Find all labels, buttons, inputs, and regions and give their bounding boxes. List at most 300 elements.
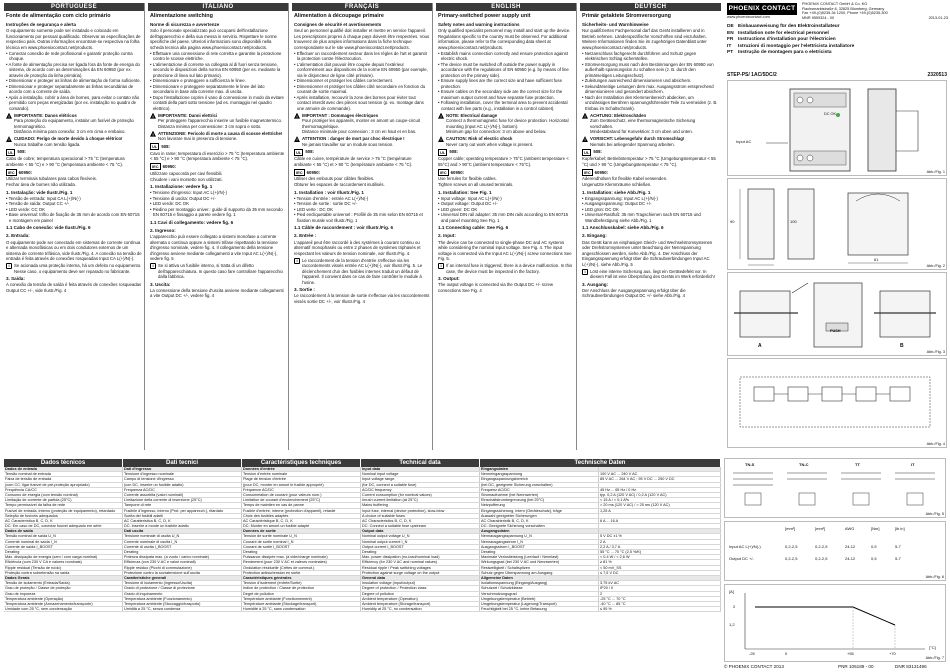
table-cell: Umidità a 25 °C, senza condensa [123,607,242,611]
list-item: • Tension d'entrée : entrée AC L(+)/N(-) [294,196,430,202]
table-cell: Temperatura ambiente (Armazenamento/transporte) [4,602,123,606]
table-cell: Current consumption (for nominal values) [361,493,480,497]
table-cell: Degree of protection / Protection class [361,586,480,590]
caution-label: CUIDADO: Perigo de morte devido à choque elétrico! [14,136,123,142]
safety-list [582,51,719,112]
fig6-col: AWG [845,526,855,531]
input-text: L'appareil peut être raccordé à des systèmes à courant continu ou alternatif monophasés ou entre 2 phases de systèmes triphasés et respectant les valeurs de tension nominale, voir Illustr./Fig. 4. [294,239,421,256]
danger-label: NOTE: Electrical damage [446,112,498,118]
list-item: • Effettuare una connessione di rete corretta e garantire la protezione contro le scosse elettriche. [150,51,286,62]
table-cell: Máx. dissipação de energia (sem / com carga nominal) [4,555,123,559]
fig6-col: [mm²] [815,526,826,531]
danger-label: ACHTUNG: Elektroschäden [590,112,647,118]
install-title: 1. Installation: See Fig. 1 [438,189,492,195]
caution-text: Nunca trabalhe com tensão ligada. [14,141,81,147]
input-text: The device can be connected to single-phase DC and AC systems while considering the nominal input voltage. See Fig. 4. The input voltage is connected via the Input AC L(+)/N(-) screw connections See Fig. 5. [438,239,572,261]
table-cell: Max. power dissipation (no-load/nominal load) [361,555,480,559]
title-code: PT [727,50,734,56]
fig6-cell: 0,5 [871,544,877,549]
table-cell: A choice of suitable fuses [361,514,480,518]
list-item: • Ausgangsspannung: Output DC +/- [582,201,719,207]
table-cell: Limitação de corrente de partida (25°C) [4,498,123,502]
table-cell: Protezione contro la sovratensione sull'uscita [123,571,242,575]
output-text: Der Anschluss der Ausgangsspannung erfolgt über die Schraubverbindungen Output DC +/- siehe Abb./Fig. 4 [582,287,686,299]
fig6-col: [mm²] [785,526,796,531]
list-item: • Stromversorgung muss nach den Bestimmungen der EN 60950 von außerhalb spannungslos zu schalten sein (z. B. durch den primärseitigen Leitungsschutz). [582,62,719,79]
table-cell: Ambient temperature (Storage/transport) [361,602,480,606]
title-code: EN [727,30,734,36]
table-header-it: Dati tecnici [123,459,242,467]
list-item: • L'alimentation doit pouvoir être coupée depuis l'extérieur conformément aux dispositions de la norme EN 60950 (par exemple, via le disjoncteur de ligne côté primaire). [294,62,430,79]
table-cell: Courant de sortie I_BOOST [242,545,361,549]
info-note [582,269,719,280]
list-item: • Piedino per montaggio univer.: guide di supporto da 35 mm secondo EN 60715 e fissaggio a parete vedere fig. 1 [150,207,286,218]
cert-text: Kupferkabel; Betriebstemperatur > 75 °C (Umgebungstemperatur < 55 °C) und > 90 °C (Umgebungstemperatur < 75 °C). [582,156,716,167]
table-cell: Dados de saída [4,529,123,533]
list-item: • Tensão de entrada: Input CA L(+)/N(-) [6,196,142,202]
table-cell: Tampone di rete [123,503,242,507]
list-item: • Após a instalação, cobrir a área de bornes, para evitar o contato não permitido com peças energizadas (por ex. instalação no quadro de comando). [6,95,142,112]
network-types-drawing [725,459,946,518]
table-header-de: Technische Daten [480,459,721,467]
input-title: 2. Entrée : [294,233,317,239]
table-cell: Derating [361,550,480,554]
list-item: • Tensão de saída: Output CC +/- [6,201,142,207]
input-title: 2. Input: [438,233,456,239]
table-value: 55 °C ... 70 °C (2,5 %/K) [599,550,721,554]
table-body [4,467,721,612]
install-title: 1. Installation: siehe Abb./Fig. 1 [582,189,651,195]
cert-text: Utiliser des embouts pour câbles flexibles. [294,176,375,182]
figure-2-label: Abb./Fig. 2 [926,264,945,269]
list-item: • Output voltage: Output DC +/- [438,201,574,207]
danger-label: IMPORTANTE: Danos elétricos [14,112,77,118]
footer-dnr: DNR 83131496 [895,664,927,669]
fig7-xtick: +70 [889,651,896,656]
table-cell: Grau de proteção / Classe de proteção [4,586,123,590]
table-cell: Seleção de fusíveis adequados [4,514,123,518]
table-value: < 50 mV_SS [599,566,721,570]
table-cell: Corrente de saída I_BOOST [4,545,123,549]
fig6-cell: 0,2-2,5 [785,544,798,549]
phoenix-contact-logo: PHOENIX CONTACT [727,3,797,15]
table-value: 6 A ... 16 A [599,519,721,523]
table-value: -25 °C ... 70 °C [599,597,721,601]
table-cell: General data [361,576,480,580]
table-cell: Degree of pollution [361,592,480,596]
output-text: A conexão da tensão de saída é feita através de conexões rosqueadas Output CC +/-, vide Ilustr./Fig. 4 [6,282,142,293]
connection-title: 1.1 Cavi di collegamento: vedere fig. 6 [150,219,234,225]
table-cell: Input fuse, internal (device protection), slow-blow [361,509,480,513]
table-cell: Tension de sortie nominale U_N [242,534,361,538]
table-cell: (com CC, ligar fusível de pré-proteção apropriado) [4,483,123,487]
language-header: ENGLISH [436,3,576,11]
label-a: A [758,343,762,349]
list-item: • Eingangsspannung: Input AC L(+)/N(-) [582,196,719,202]
info-icon: i [294,258,300,264]
table-cell: Humidity at 25 °C, no condensation [361,607,480,611]
ul-cert [150,143,286,150]
title-text: Instructions d'installation pour l'électricien [738,37,836,43]
derating-curve [725,585,946,662]
table-cell: Dati d'ingresso [123,467,242,471]
cert-code: 60950: [162,164,177,170]
table-cell: Dados de entrada [4,467,123,471]
table-cell: Umgebungstemperatur (Lagerung/Transport) [480,602,599,606]
warning-icon: ! [438,136,444,142]
list-item: • Dimensionar e proteger separadamente as linhas secundárias de acordo com a corrente de saída. [6,84,142,95]
table-value: > 20 ms (120 V AC) / > 25 ms (120 V AC) [599,503,721,507]
safety-list [294,51,430,112]
safety-intro: Nur qualifiziertes Fachpersonal darf das Gerät installieren und in Betrieb nehmen. Länderspezifische Vorschriften sind einzuhalten. Weitere Informationen finden Sie im zugehörigen Datenblatt unter www.phoenixcontact.net/products. [582,28,707,50]
table-cell: Nominal output current I_N [361,540,480,544]
table-cell: Corrente nominale di uscita I_N [123,540,242,544]
table-cell: Campo di tensione d'ingresso [123,477,242,481]
table-cell: AC/DC frequency [361,488,480,492]
output-text: Le raccordement à la tension de sortie s'effectue via les raccordements vissés sortie DC +/-, voir Illustr./Fig. 4 [294,293,430,304]
caution-note [150,131,286,142]
list-item: • LED grün: DC OK [582,207,719,213]
figure-3-label: Abb./Fig. 3 [926,350,945,355]
dimension-drawing [728,179,947,270]
table-cell: Fusible d'entrée, interne (protection d'appareil), retardé [242,509,361,513]
iec-logo-icon: IEC [296,169,303,175]
info-icon: i [6,263,12,269]
table-cell: Eingangsspannungsbereich [480,477,599,481]
table-header-pt: Dados técnicos [4,459,123,467]
iec-cert [150,163,286,170]
table-cell: Degré de pollution [242,592,361,596]
fig7-xtick: 0 [785,651,788,656]
dim-90: 90 [730,219,735,224]
table-cell: Tensão nominal de entrada [4,472,123,476]
warning-icon: ! [438,113,444,119]
caution-text: Never carry out work when voltage is present. [446,141,534,147]
table-cell: Limitation de courant d'enclenchement (25°C) [242,498,361,502]
table-header-fr: Caractéristiques techniques [242,459,361,467]
table-value: ≤ 7,5 V DC [599,571,721,575]
table-value: 2,2 A / 3,7 A [599,545,721,549]
safety-intro: Seul un personnel qualifié doit installer et mettre en service l'appareil. Les prescriptions propres à chaque pays doivent être respectées. Vous trouverez de plus amples informations dans la fiche technique correspondante sur le site www.phoenixcontact.net/products. [294,28,430,50]
safety-intro: Only qualified specialist personnel may install and start up the device. Regulations specific to the country must be observed. For additional information, please refer to the corresponding data sheet at www.phoenixcontact.net/products. [438,28,571,50]
table-header-row [4,459,721,467]
close-text: Fechar área de bornes não utilizada. [6,182,76,188]
table-cell: Tension d'entrée nominale [242,472,361,476]
cert-code: 60950: [594,169,609,175]
column-title: Primär getaktete Stromversorgung [582,13,671,19]
company-line: PHOENIX CONTACT GmbH & Co. KG [802,2,868,6]
table-cell: Stromaufnahme (bei Nennwerten) [480,493,599,497]
title-row [727,24,947,30]
fig7-xtick: +55 [847,651,854,656]
table-cell: Nominal output voltage U_N [361,534,480,538]
table-cell: Données d'entrée [242,467,361,471]
column-it [148,3,289,450]
table-cell: DC: Monter en amont un fusible adapté [242,524,361,528]
table-cell: Eficiência (com 230 V CA e valores nominais) [4,560,123,564]
table-cell: Feuchtigkeit bei 25 °C, keine Betauung [480,607,599,611]
figure-7 [724,584,946,662]
table-cell: Puissance dissipée max. (à vide/charge nominale) [242,555,361,559]
cert-code: 508: [449,149,458,155]
table-cell: Corrente assorbita (valori nominali) [123,493,242,497]
list-item: • L'alimentazione di corrente va collegata al di fuori senza tensione, secondo le disposizioni della norma EN 60950 (per es. mediante la protezione di linea sul lato primario). [150,62,286,79]
table-cell: Ripple residual (Tensão de ruído) [4,566,123,570]
table-cell: (for DC, connect a suitable fuse) [361,483,480,487]
column-title: Primary-switched power supply unit [438,13,531,19]
table-cell: Limitazione della corrente di inserzione (25°C) [123,498,242,502]
column-title: Alimentazione switching [150,13,213,19]
list-item: • Tensione di uscita: Output DC +/- [150,196,286,202]
list-item: • Universal-Rastfuß: 35 mm Tragschienen nach EN 60715 und Wandbefestigung siehe Abb./Fig. 1 [582,212,719,223]
cert-code: 508: [17,149,26,155]
cert-text: Copper cable; operating temperature > 75°C (ambient temperature < 55°C) and > 90°C (ambient temperature < 75°C). [438,156,569,167]
table-cell: Wirkungsgrad (bei 230 V AC und Nennwerten) [480,560,599,564]
info-note [294,258,430,286]
install-list [294,196,430,224]
connection-title: 1.1 Anschlusskabel: siehe Abb./Fig. 6 [582,225,664,231]
list-item: • LED verde: CC OK [6,207,142,213]
table-cell: Rendement (pour 230 V AC et valeurs nominales) [242,560,361,564]
table-cell: Maximale Verlustleistung (Leerlauf / Nennlast) [480,555,599,559]
caution-label: VORSICHT: Lebensgefahr durch Stromschlag! [590,136,685,142]
title-row [727,50,947,56]
table-cell: Residual ripple / Peak switching voltages [361,566,480,570]
dim-61: 61 [874,257,879,262]
footer-pnr: PNR 105189 - 00 [838,664,874,669]
list-item: • Ensure cables on the secondary side are the correct size for the maximum output current and have separate fuse protection. [438,89,574,100]
info-note [438,263,574,274]
warning-icon: ! [294,113,300,119]
list-item: • LED verde: DC OK [150,201,286,207]
fig6-row [729,544,915,549]
table-cell: Corrente nominal de saída I_N [4,540,123,544]
table-cell: Caractéristiques générales [242,576,361,580]
info-icon: i [150,263,156,269]
fig6-cell: 0,5 [871,556,877,561]
caution-text: Niemals bei anliegender Spannung arbeiten. [590,141,675,147]
table-cell: Ripple residuo (Picchi di commutazione) [123,566,242,570]
caution-note [294,136,430,147]
table-value: ≥ 81 % [599,560,721,564]
table-cell: AC Caractéristique B, C, D, K [242,519,361,523]
table-cell: Derating [242,550,361,554]
table-value: 100 V AC ... 240 V AC [599,472,721,476]
title-text: Istruzioni di montaggio per l'elettricista installatore [738,43,855,49]
input-note: Löst eine interne Sicherung aus, liegt ein Gerätedefekt vor. In diesem Fall ist eine Überprüfung des Geräts im Werk erforderlich! [590,268,715,279]
danger-text: Connect a thermomagnetic fuse for device protection. Horizontal mounting (input AC L(+)/N(-), bottom). [446,118,569,129]
danger-note [294,113,430,135]
danger-label: IMPORTANTE: Danni elettrici [158,112,218,118]
column-de [580,3,721,450]
figure-5-label: Abb./Fig. 5 [925,512,944,517]
iec-cert [438,169,574,176]
company-line: Fax +49-(0)5235-34 1200, Phone +49-(0)5235-300 [802,11,888,16]
table-cell: Tempo permissível da falha de rede [4,503,123,507]
fig1-dcok-label: DC OK [824,112,837,116]
table-cell: Temperatura ambiente (Operação) [4,597,123,601]
danger-text: Para proteção do equipamento, instalar um fusível de proteção termomagnético. [14,118,134,129]
list-item: • Dimensionar e proteger as linhas de alimentação de forma suficiente. [6,78,142,84]
table-value: 45 Hz ... 65 Hz / 0 Hz [599,488,721,492]
table-value: IP20 / II [599,586,721,590]
list-item: • Base universal: trilho de fixação de 35 mm de acordo com EN 60715 e montagem em painel [6,212,142,223]
caution-note [582,136,719,147]
output-title: 3. Saída: [6,276,25,281]
column-body [292,11,432,306]
cert-text: Utilizar terminais tubulares para cabos flexíveis. [6,176,97,182]
table-header-en: Technical data [361,459,480,467]
input-note: Se acionada uma proteção interna, há um defeito no equipamento. Nesse caso, o equipamento deve ser reparado no fabricante. [14,263,142,274]
table-value: 2 [599,592,721,596]
figure-4 [727,358,947,448]
table-value: ≤ 95 % [599,607,721,611]
danger-extra: Distanza minima per connessione: 3 cm sopra e sotto. [158,123,262,129]
danger-extra: Mindestabstand für Konvektion: 3 cm oben und unten. [590,129,693,135]
connection-title: 1.1 Connecting cable: See Fig. 6 [438,225,509,231]
fig7-xtick: -25 [749,651,755,656]
cert-code: 60950: [306,169,321,175]
cert-code: 508: [593,149,602,155]
net-tnc: TN-C [799,462,809,467]
danger-note [438,113,574,135]
table-cell: Efficiency (for 230 V AC and nominal values) [361,560,480,564]
block-diagram [728,359,947,448]
list-item: • Zuleitungen ausreichend dimensionieren und absichern. [582,78,719,84]
table-cell: Tensione nominale di uscita U_N [123,534,242,538]
ul-logo-icon: UL [584,149,590,155]
table-cell: Courant de sortie nominal I_N [242,540,361,544]
install-list [150,190,286,218]
ul-logo-icon: UL [440,149,446,155]
list-item: • Establish mains connection correctly and ensure protection against electric shock. [438,51,574,62]
table-cell: Frequência CA/CC [4,488,123,492]
language-header: PORTUGUESE [4,3,144,11]
list-item: • Ensure supply lines are the correct size and have sufficient fuse protection. [438,78,574,89]
fig6-cell: 0,2-2,5 [785,556,798,561]
install-title: 1. Installazione: vedere fig. 1 [150,184,213,190]
table-cell: Output current I_BOOST [361,545,480,549]
figure-3 [727,272,947,356]
product-number: 2320513 [927,72,947,78]
title-text: Instrução de montagem para o eletricista [738,50,832,56]
table-cell: Umidade com 25 °C, sem condensação [4,607,123,611]
net-tt: TT [855,462,860,467]
warning-icon: ! [582,136,588,142]
table-cell: Température ambiante (Fonctionnement) [242,597,361,601]
table-cell: Isolationsspannung (Eingang/Ausgang) [480,581,599,585]
table-side-figures [724,458,946,666]
cert-text: Use ferrules for flexible cables. [438,176,497,182]
table-cell: Eingangssicherung, intern (Geräteschutz), träge [480,509,599,513]
table-row [4,607,721,612]
table-cell: Scelta dei fusibili adatti [123,514,242,518]
safety-heading: Norme di sicurezza e avvertenze [150,21,220,27]
warning-icon: ! [582,113,588,119]
list-item: • Netzanschluss fachgerecht durchführen und Schutz gegen elektrischen Schlag sicherstellen. [582,51,719,62]
table-cell: Fusibile d'ingresso, interno (Prot. per apparecch.), ritardato [123,509,242,513]
table-value: < 15 A / < 0,1 A²s [599,498,721,502]
output-title: 3. Sortie : [294,287,315,292]
figure-1 [727,80,947,176]
fig6-row [729,556,915,561]
company-url: www.phoenixcontact.com [727,15,770,19]
warning-icon: ! [6,136,12,142]
table-value [599,576,721,580]
caution-note [6,136,142,147]
input-title: 2. Eingang: [582,233,607,239]
list-item: • Nach der Installation den Klemmenbereich abdecken, um unzulässiges Berühren spannungsführender Teile zu vermeiden (z. B. Einbau im Schaltschrank). [582,95,719,112]
column-body [4,11,144,295]
table-cell: Ambient temperature (Operation) [361,597,480,601]
table-value [599,524,721,528]
table-cell: Tensione d'ingresso nominale [123,472,242,476]
table-cell: Dati uscita [123,529,242,533]
caution-text: Ne jamais travailler sur un module sous tension. [302,141,394,147]
table-cell: AC Caratteristica B, C, D, K [123,519,242,523]
fig6-cell: 0,2-2,5 [815,556,828,561]
output-title: 3. Output: [438,276,460,281]
table-value: < 0,4 W / < 2,6 W [599,555,721,559]
fig6-cell: 24-12 [845,544,856,549]
fig1-input-label: Input AC [736,139,752,144]
warning-icon: ! [294,136,300,142]
list-item: • Tensione d'ingresso: Input AC L(+)/N(-) [150,190,286,196]
column-fr [292,3,433,450]
table-cell: Insulation voltage (input/output) [361,581,480,585]
table-cell: (con DC, inserire un fusibile adatto) [123,483,242,487]
document-titles [727,24,947,57]
table-value: 3,75 kV AC [599,581,721,585]
document-code: MNR 9559324 - 00 [802,16,835,20]
list-item: • Dimensionare e proteggere a sufficienza le linee. [150,78,286,84]
iec-logo-icon: IEC [440,169,447,175]
table-cell: AC Characteristics B, C, D, K [361,519,480,523]
table-cell: Dados Gerais [4,576,123,580]
table-cell: Derating [123,550,242,554]
input-title: 2. Ingresso: [150,227,176,233]
language-header: FRANÇAIS [292,3,432,11]
table-cell: AC Característica B, C, D, K [4,519,123,523]
fig6-cell: 5-7 [895,556,901,561]
safety-heading: Safety notes and warning instructions [438,21,520,27]
safety-list [6,51,142,112]
fig6-cell: 24-12 [845,556,856,561]
title-text: Installation note for electrical personnel [738,30,829,36]
figure-2 [727,178,947,270]
install-list [582,196,719,224]
fig7-y-unit: [A] [729,589,734,594]
fig7-x-unit: [°C] [929,645,936,650]
warning-icon: ! [150,131,156,137]
dim-100: 100 [790,219,797,224]
info-icon: i [582,269,588,275]
close-text: Ungenutzte Klemmräume schließen. [582,182,652,188]
table-cell: Output data [361,529,480,533]
table-cell: Fréquence AC/DC [242,488,361,492]
figure-6 [724,521,946,581]
table-cell: Potenza dissipata max. (a vuoto / carico nominale) [123,555,242,559]
caution-note [438,136,574,147]
list-item: • Following installation, cover the terminal area to prevent accidental contact with live parts (e.g., installation in a control cabinet). [438,100,574,111]
list-item: • Dimensionare e proteggere separatamente le linee del lato secondario in base alla corrente max. di uscita. [150,84,286,95]
iec-logo-icon: IEC [152,164,159,170]
table-cell: Nennausgangsspannung U_N [480,534,599,538]
fig6-col: [Nm] [871,526,880,531]
input-note: Se si attiva un fusibile interno, si tratta di un difetto dell'apparecchiatura. In questo caso fare controllare l'apparecchio dalla fabbrica. [158,263,283,279]
table-cell: Umgebungstemperatur (Betrieb) [480,597,599,601]
table-cell: DC: Connect a suitable fuse upstream [361,524,480,528]
